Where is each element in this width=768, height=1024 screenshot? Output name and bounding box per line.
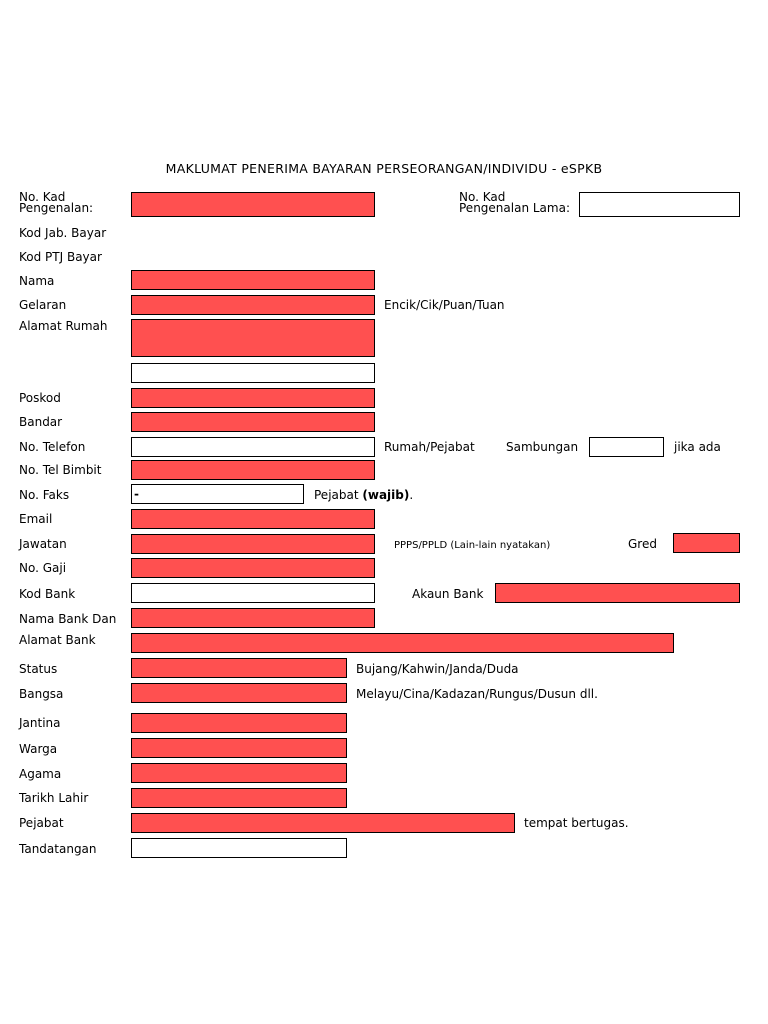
label-alamat-bank: Alamat Bank — [19, 633, 96, 647]
label-no-kad-lama-line2: Pengenalan Lama: — [459, 201, 570, 215]
label-email: Email — [19, 512, 53, 526]
email-field[interactable] — [131, 509, 375, 529]
label-agama: Agama — [19, 767, 62, 781]
label-status: Status — [19, 662, 58, 676]
label-no-kad-lama-line1: No. Kad — [459, 190, 506, 204]
label-no-telefon: No. Telefon — [19, 440, 86, 454]
label-sambungan: Sambungan — [506, 440, 579, 454]
gelaran-field[interactable] — [131, 295, 375, 315]
agama-field[interactable] — [131, 763, 347, 783]
hint-faks-bold: (wajib) — [362, 488, 410, 502]
jantina-field[interactable] — [131, 713, 347, 733]
alamat-rumah-field[interactable] — [131, 319, 375, 357]
label-gred: Gred — [628, 537, 657, 551]
label-nama-bank: Nama Bank Dan — [19, 612, 117, 626]
label-no-faks: No. Faks — [19, 488, 70, 502]
label-kod-ptj-bayar: Kod PTJ Bayar — [19, 250, 102, 264]
sambungan-field[interactable] — [589, 437, 664, 457]
no-faks-field[interactable] — [131, 484, 304, 504]
label-kod-jab-bayar: Kod Jab. Bayar — [19, 226, 107, 240]
hint-sambungan: jika ada — [674, 440, 721, 454]
nama-field[interactable] — [131, 270, 375, 290]
hint-pejabat: tempat bertugas. — [524, 816, 629, 830]
no-telefon-field[interactable] — [131, 437, 375, 457]
label-gelaran: Gelaran — [19, 298, 67, 312]
alamat-bank-field[interactable] — [131, 633, 674, 653]
gred-field[interactable] — [673, 533, 740, 553]
label-jawatan: Jawatan — [19, 537, 67, 551]
label-no-tel-bimbit: No. Tel Bimbit — [19, 463, 102, 477]
form-title: MAKLUMAT PENERIMA BAYARAN PERSEORANGAN/INDIVIDU - eSPKB — [165, 161, 603, 176]
alamat-rumah-line2-field[interactable] — [131, 363, 375, 383]
label-warga: Warga — [19, 742, 58, 756]
hint-gelaran: Encik/Cik/Puan/Tuan — [384, 298, 505, 312]
hint-faks-prefix: Pejabat — [314, 488, 363, 502]
label-no-kad-lama — [459, 192, 570, 214]
label-jantina: Jantina — [19, 716, 61, 730]
no-kad-pengenalan-field[interactable] — [131, 192, 375, 217]
label-no-gaji: No. Gaji — [19, 561, 67, 575]
label-tarikh-lahir: Tarikh Lahir — [19, 791, 89, 805]
hint-faks-suffix: . — [409, 488, 414, 502]
label-no-kad-pengenalan — [19, 192, 93, 214]
bangsa-field[interactable] — [131, 683, 347, 703]
label-akaun-bank: Akaun Bank — [412, 587, 484, 601]
jawatan-field[interactable] — [131, 534, 375, 554]
hint-faks — [314, 489, 413, 501]
hint-bangsa: Melayu/Cina/Kadazan/Rungus/Dusun dll. — [356, 687, 598, 701]
label-no-kad-line2: Pengenalan: — [19, 201, 94, 215]
label-alamat-rumah: Alamat Rumah — [19, 319, 108, 333]
no-gaji-field[interactable] — [131, 558, 375, 578]
label-pejabat: Pejabat — [19, 816, 64, 830]
no-faks-value: - — [134, 487, 139, 501]
label-nama: Nama — [19, 274, 55, 288]
no-tel-bimbit-field[interactable] — [131, 460, 375, 480]
label-bandar: Bandar — [19, 415, 63, 429]
tandatangan-field[interactable] — [131, 838, 347, 858]
label-bangsa: Bangsa — [19, 687, 64, 701]
label-tandatangan: Tandatangan — [19, 842, 97, 856]
bandar-field[interactable] — [131, 412, 375, 432]
label-kod-bank: Kod Bank — [19, 587, 76, 601]
label-poskod: Poskod — [19, 391, 61, 405]
poskod-field[interactable] — [131, 388, 375, 408]
tarikh-lahir-field[interactable] — [131, 788, 347, 808]
hint-status: Bujang/Kahwin/Janda/Duda — [356, 662, 519, 676]
hint-telefon: Rumah/Pejabat — [384, 440, 475, 454]
akaun-bank-field[interactable] — [495, 583, 740, 603]
no-kad-lama-field[interactable] — [579, 192, 740, 217]
status-field[interactable] — [131, 658, 347, 678]
label-no-kad-line1: No. Kad — [19, 190, 66, 204]
pejabat-field[interactable] — [131, 813, 515, 833]
hint-jawatan: PPPS/PPLD (Lain-lain nyatakan) — [394, 540, 551, 551]
nama-bank-field[interactable] — [131, 608, 375, 628]
kod-bank-field[interactable] — [131, 583, 375, 603]
warga-field[interactable] — [131, 738, 347, 758]
